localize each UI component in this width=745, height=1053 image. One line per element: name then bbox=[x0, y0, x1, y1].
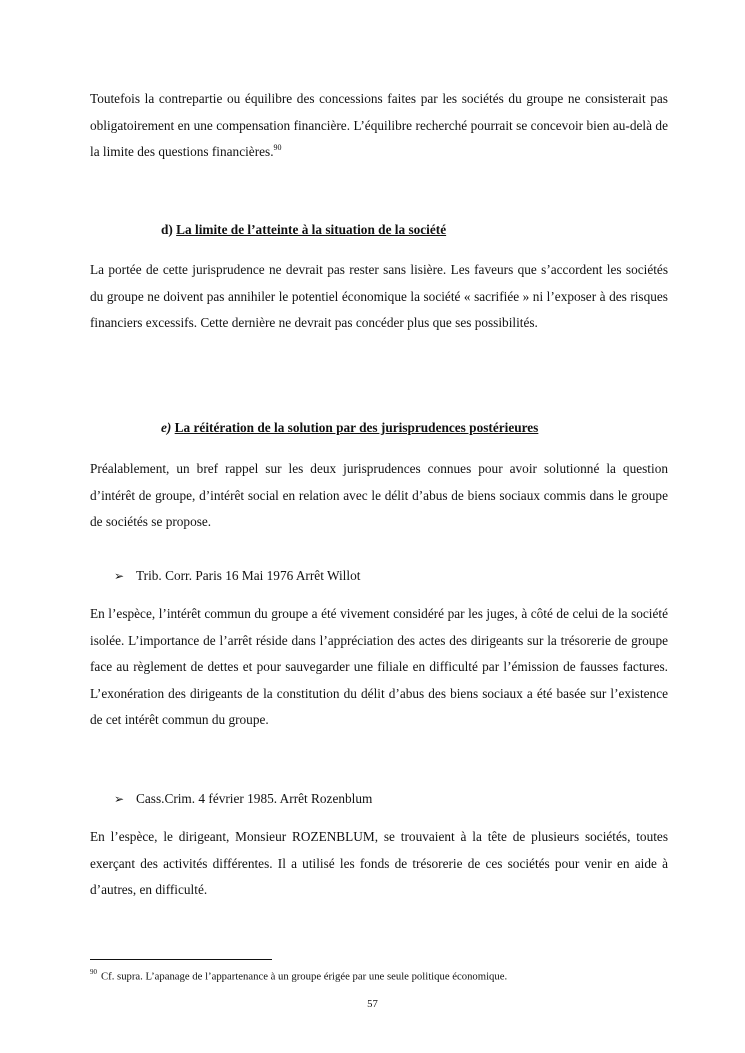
section-letter: d) bbox=[161, 222, 173, 237]
footnote-divider bbox=[90, 959, 272, 960]
bullet-item-rozenblum bbox=[114, 789, 372, 809]
paragraph-text: En l’espèce, le dirigeant, Monsieur ROZENBLUM, se trouvaient à la tête de plusieurs sociétés, toutes exerçant des activités différentes. Il a utilisé les fonds de trésorerie de ces sociétés pour venir en aide à d’autres, en difficulté. bbox=[90, 829, 668, 898]
bullet-text: Trib. Corr. Paris 16 Mai 1976 Arrêt Willot bbox=[136, 568, 361, 583]
footnote bbox=[90, 965, 507, 985]
bullet-item-willot bbox=[114, 566, 360, 586]
paragraph-rozenblum bbox=[90, 824, 668, 904]
paragraph-portee bbox=[90, 257, 668, 337]
paragraph-willot bbox=[90, 601, 668, 734]
paragraph-text: La portée de cette jurisprudence ne devrait pas rester sans lisière. Les faveurs que s’accordent les sociétés du groupe ne doivent pas annihiler le potentiel économique la société « sacrifiée » ni l’exposer à des risques financiers excessifs. Cette dernière ne devrait pas concéder plus que ses possibilités. bbox=[90, 262, 668, 331]
section-heading-d bbox=[161, 220, 661, 240]
footnote-text: Cf. supra. L’apanage de l’appartenance à un groupe érigée par une seule politique économique. bbox=[101, 970, 508, 983]
section-title: La limite de l’atteinte à la situation de la société bbox=[176, 222, 447, 237]
arrow-bullet-icon: ➢ bbox=[114, 569, 125, 583]
footnote-reference[interactable]: 90 bbox=[273, 142, 282, 152]
bullet-text: Cass.Crim. 4 février 1985. Arrêt Rozenblum bbox=[136, 791, 373, 806]
section-heading-e bbox=[161, 418, 661, 438]
paragraph-concessions bbox=[90, 86, 668, 166]
paragraph-text: En l’espèce, l’intérêt commun du groupe a été vivement considéré par les juges, à côté de celui de la société isolée. L’importance de l’arrêt réside dans l’appréciation des actes des dirigeants sur la trésorerie de groupe face au règlement de dettes et pour sauvegarder une filiale en difficulté par l’émission de fausses factures. L’exonération des dirigeants de la constitution du délit d’abus des biens sociaux a été basée sur l’existence de cet intérêt commun du groupe. bbox=[90, 606, 668, 728]
paragraph-text: Toutefois la contrepartie ou équilibre des concessions faites par les sociétés du groupe ne consisterait pas obligatoirement en une compensation financière. L’équilibre recherché pourrait se concevoir bien au-delà de la limite des questions financières. bbox=[90, 91, 668, 160]
footnote-number: 90 bbox=[90, 968, 97, 976]
arrow-bullet-icon: ➢ bbox=[114, 792, 125, 806]
paragraph-text: Préalablement, un bref rappel sur les deux jurisprudences connues pour avoir solutionné la question d’intérêt de groupe, d’intérêt social en relation avec le délit d’abus de biens sociaux commis dans le groupe de sociétés se propose. bbox=[90, 461, 668, 530]
section-letter: e) bbox=[161, 420, 172, 435]
paragraph-prealablement bbox=[90, 456, 668, 536]
section-title: La réitération de la solution par des jurisprudences postérieures bbox=[174, 420, 539, 435]
page-number: 57 bbox=[367, 998, 378, 1010]
